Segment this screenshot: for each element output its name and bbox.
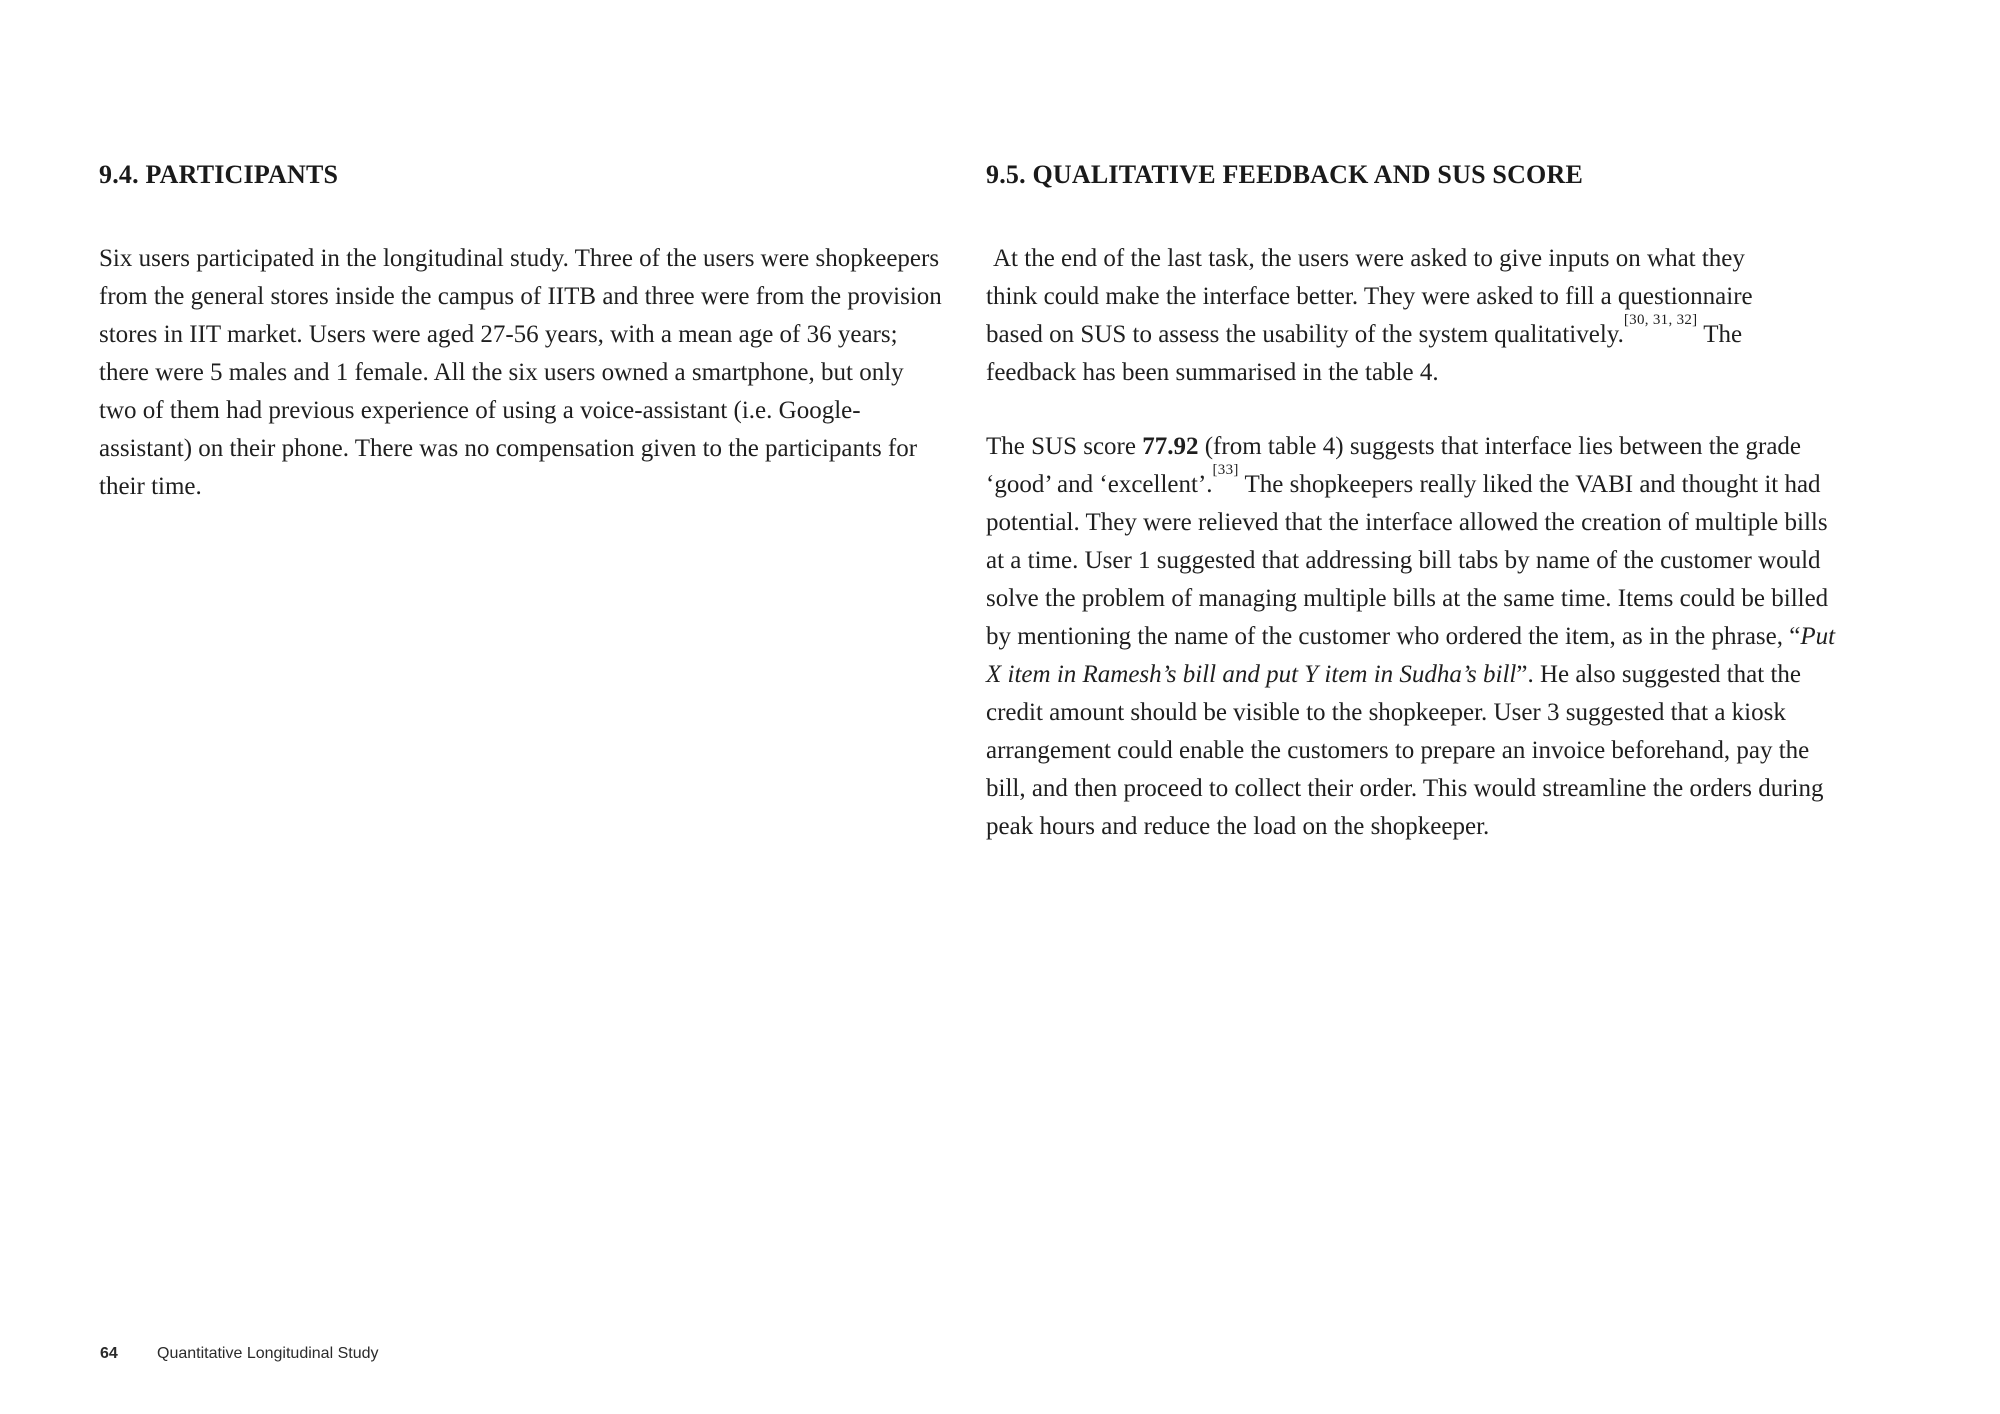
page-number: 64 [100,1345,118,1362]
sus-discussion-paragraph [986,428,1842,846]
qualitative-feedback-heading: 9.5. QUALITATIVE FEEDBACK AND SUS SCORE [986,160,1584,189]
sus-run4: ”. He also suggested that the credit amount should be visible to the shopkeeper. User 3 suggested that a kiosk arrangement could enable the customers to prepare an invoice beforehand, pay the bill, and then proceed to collect their order. This would streamline the orders during peak hours and reduce the load on the shopkeeper. [986,661,1824,840]
participants-heading: 9.4. PARTICIPANTS [99,160,339,189]
section-qualitative-feedback [986,160,1842,846]
footer-chapter-title: Quantitative Longitudinal Study [157,1345,379,1362]
sus-run3: The shopkeepers really liked the VABI and thought it had potential. They were relieved that the interface allowed the creation of multiple bills at a time. User 1 suggested that addressing bill tabs by name of the customer would solve the problem of managing multiple bills at the same time. Items could be billed by mentioning the name of the customer who ordered the item, as in the phrase, “ [986,471,1829,650]
citation-ref-33: [33] [1212,461,1239,478]
user-quote-phrase: Put X item in Ramesh’s bill and put Y item in Sudha’s bill [986,623,1836,688]
participants-paragraph: Six users participated in the longitudinal study. Three of the users were shopkeepers from the general stores inside the campus of IITB and three were from the provision stores in IIT market. Users were aged 27-56 years, with a mean age of 36 years; there were 5 males and 1 female. All the six users owned a smartphone, but only two of them had previous experience of using a voice-assistant (i.e. Google-assistant) on their phone. There was no compensation given to the participants for their time. [99,245,942,500]
page-footer [100,1345,378,1363]
sus-score-value: 77.92 [1142,433,1199,460]
section-participants [99,160,951,506]
citation-ref-30-31-32: [30, 31, 32] [1623,311,1698,328]
sus-run1: The SUS score [986,433,1143,460]
sus-run2: (from table 4) suggests that interface lies between the grade ‘good’ and ‘excellent’. [986,433,1802,498]
feedback-intro-paragraph [986,240,1792,392]
feedback-intro-text-after: The feedback has been summarised in the table 4. [986,321,1743,386]
feedback-intro-text: At the end of the last task, the users were asked to give inputs on what they think could make the interface better. They were asked to fill a questionnaire based on SUS to assess the usability of the system qualitatively. [986,245,1753,348]
